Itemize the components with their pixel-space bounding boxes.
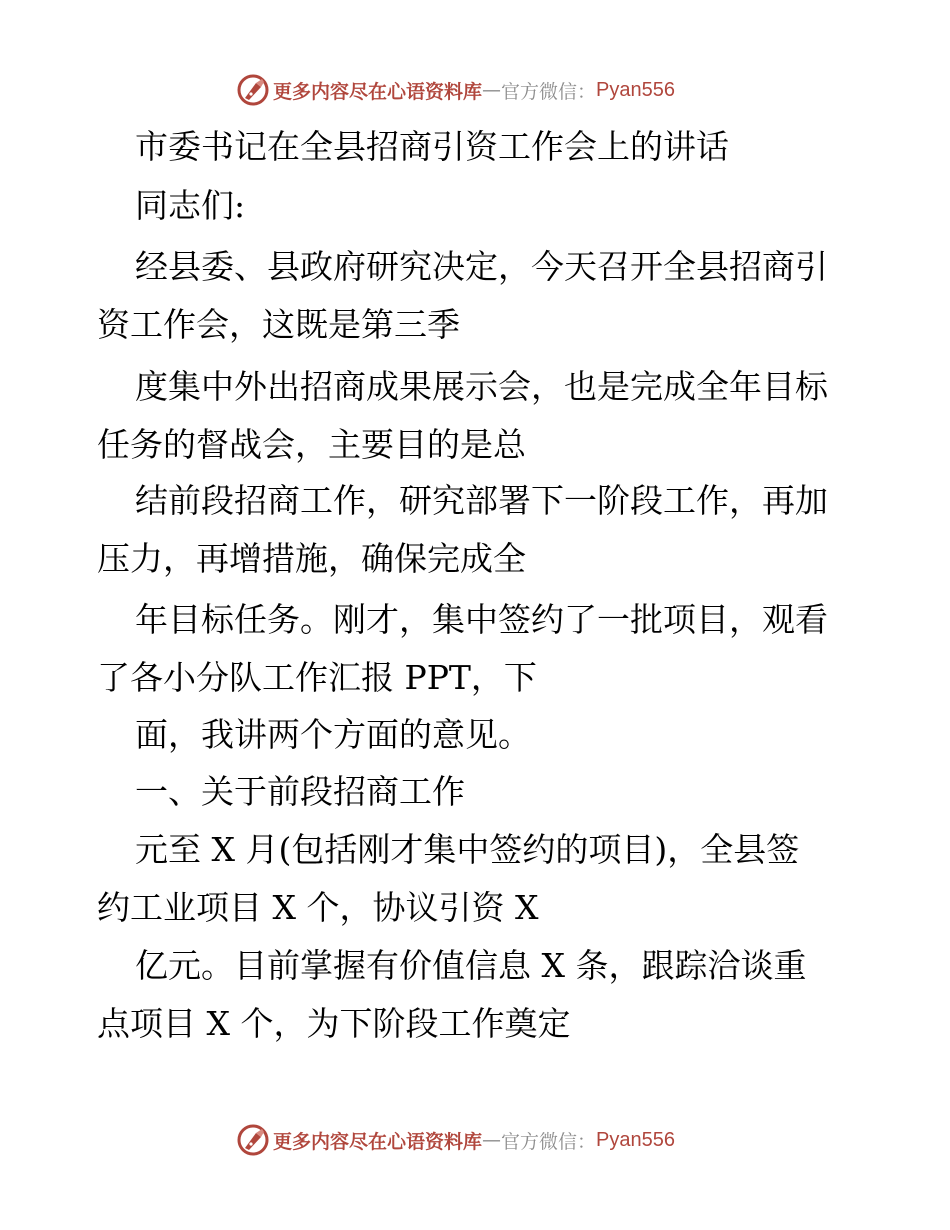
paragraph-line: 压力，再增措施，确保完成全 xyxy=(97,539,526,578)
section-heading: 一、关于前段招商工作 xyxy=(135,772,465,811)
banner-label: 官方微信： xyxy=(501,1130,597,1153)
banner-text: 更多内容尽在心语资料库 xyxy=(273,80,483,103)
banner-wechat-id: Pyan556 xyxy=(596,1128,675,1151)
banner-separator: — xyxy=(482,1129,502,1151)
paragraph-line: 结前段招商工作，研究部署下一阶段工作，再加 xyxy=(135,481,828,520)
salutation: 同志们: xyxy=(135,186,246,225)
paragraph-line: 了各小分队工作汇报 PPT，下 xyxy=(97,658,537,697)
paragraph-line: 元至 X 月(包括刚才集中签约的项目)，全县签 xyxy=(135,830,800,869)
pen-nib-logo-icon xyxy=(236,73,270,107)
banner-separator: — xyxy=(482,79,502,101)
paragraph-line: 资工作会，这既是第三季 xyxy=(97,305,460,344)
header-banner xyxy=(0,70,950,110)
banner-label: 官方微信： xyxy=(501,80,597,103)
banner-wechat-id: Pyan556 xyxy=(596,78,675,101)
header-banner-inner xyxy=(236,70,675,110)
paragraph-line: 经县委、县政府研究决定，今天召开全县招商引 xyxy=(135,247,828,286)
footer-banner xyxy=(0,1120,950,1160)
document-title: 市委书记在全县招商引资工作会上的讲话 xyxy=(135,127,729,166)
paragraph-line: 面，我讲两个方面的意见。 xyxy=(135,715,531,754)
paragraph-line: 约工业项目 X 个，协议引资 X xyxy=(97,888,539,927)
paragraph-line: 任务的督战会，主要目的是总 xyxy=(97,425,526,464)
footer-banner-inner xyxy=(236,1120,675,1160)
banner-text: 更多内容尽在心语资料库 xyxy=(273,1130,483,1153)
paragraph-line: 度集中外出招商成果展示会，也是完成全年目标 xyxy=(135,367,828,406)
paragraph-line: 点项目 X 个，为下阶段工作奠定 xyxy=(97,1004,571,1043)
paragraph-line: 年目标任务。刚才，集中签约了一批项目，观看 xyxy=(135,600,828,639)
pen-nib-logo-icon xyxy=(236,1123,270,1157)
paragraph-line: 亿元。目前掌握有价值信息 X 条，跟踪洽谈重 xyxy=(135,946,807,985)
